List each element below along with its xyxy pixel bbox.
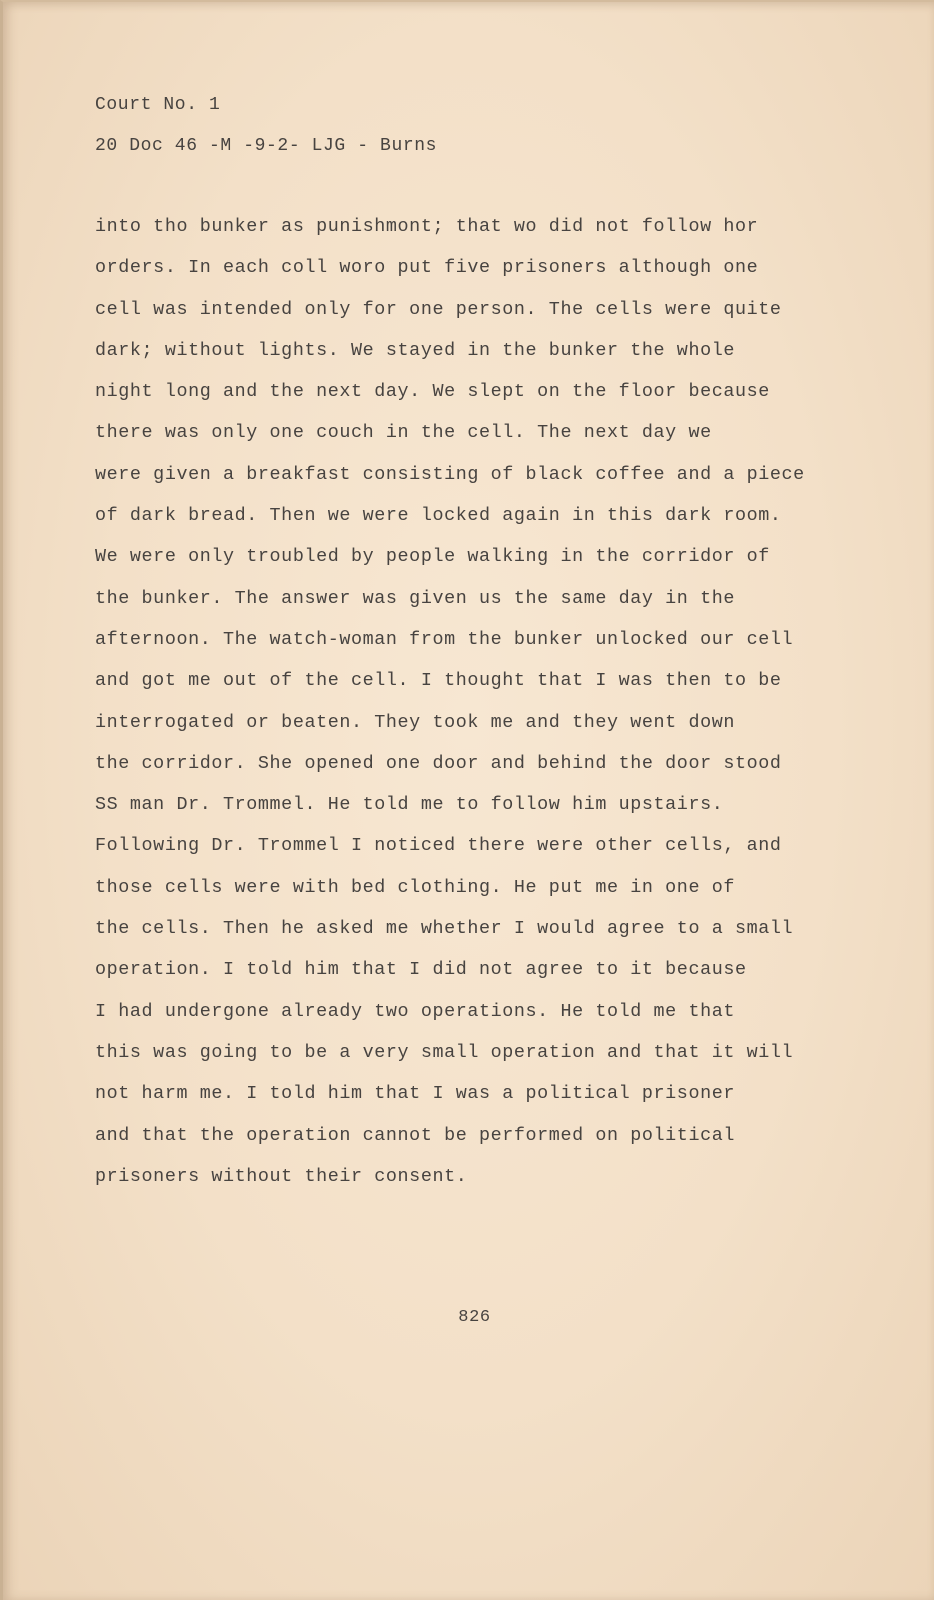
text-line: orders. In each coll woro put five prisoners although one xyxy=(95,257,759,279)
court-number: Court No. 1 xyxy=(95,95,221,115)
session-reference: 20 Doc 46 -M -9-2- LJG - Burns xyxy=(95,136,438,156)
text-line: and got me out of the cell. I thought that I was then to be xyxy=(95,670,782,692)
text-line: there was only one couch in the cell. The next day we xyxy=(95,422,712,444)
text-line: I had undergone already two operations. He told me that xyxy=(95,1000,735,1022)
text-line: We were only troubled by people walking in the corridor of xyxy=(95,546,770,568)
text-line: the cells. Then he asked me whether I would agree to a small xyxy=(95,918,794,940)
text-line: and that the operation cannot be performed on political xyxy=(95,1124,735,1146)
text-line: afternoon. The watch-woman from the bunker unlocked our cell xyxy=(95,628,794,650)
text-line: were given a breakfast consisting of black coffee and a piece xyxy=(95,463,805,485)
text-line: SS man Dr. Trommel. He told me to follow him upstairs. xyxy=(95,794,724,816)
text-line: operation. I told him that I did not agree to it because xyxy=(95,959,747,981)
text-line: prisoners without their consent. xyxy=(95,1165,468,1187)
text-line: those cells were with bed clothing. He put me in one of xyxy=(95,876,735,898)
text-line: interrogated or beaten. They took me and they went down xyxy=(95,711,735,733)
text-line: the corridor. She opened one door and behind the door stood xyxy=(95,752,782,774)
text-line: night long and the next day. We slept on the floor because xyxy=(95,381,770,403)
text-line: not harm me. I told him that I was a political prisoner xyxy=(95,1083,735,1105)
text-line: this was going to be a very small operation and that it will xyxy=(95,1041,794,1063)
testimony-body xyxy=(95,212,855,1203)
text-line: of dark bread. Then we were locked again in this dark room. xyxy=(95,505,782,527)
text-line: Following Dr. Trommel I noticed there were other cells, and xyxy=(95,835,782,857)
text-line: cell was intended only for one person. The cells were quite xyxy=(95,298,782,320)
text-line: the bunker. The answer was given us the same day in the xyxy=(95,587,735,609)
text-line: dark; without lights. We stayed in the bunker the whole xyxy=(95,339,735,361)
text-line: into tho bunker as punishmont; that wo did not follow hor xyxy=(95,216,759,237)
page-number: 826 xyxy=(458,1308,491,1327)
